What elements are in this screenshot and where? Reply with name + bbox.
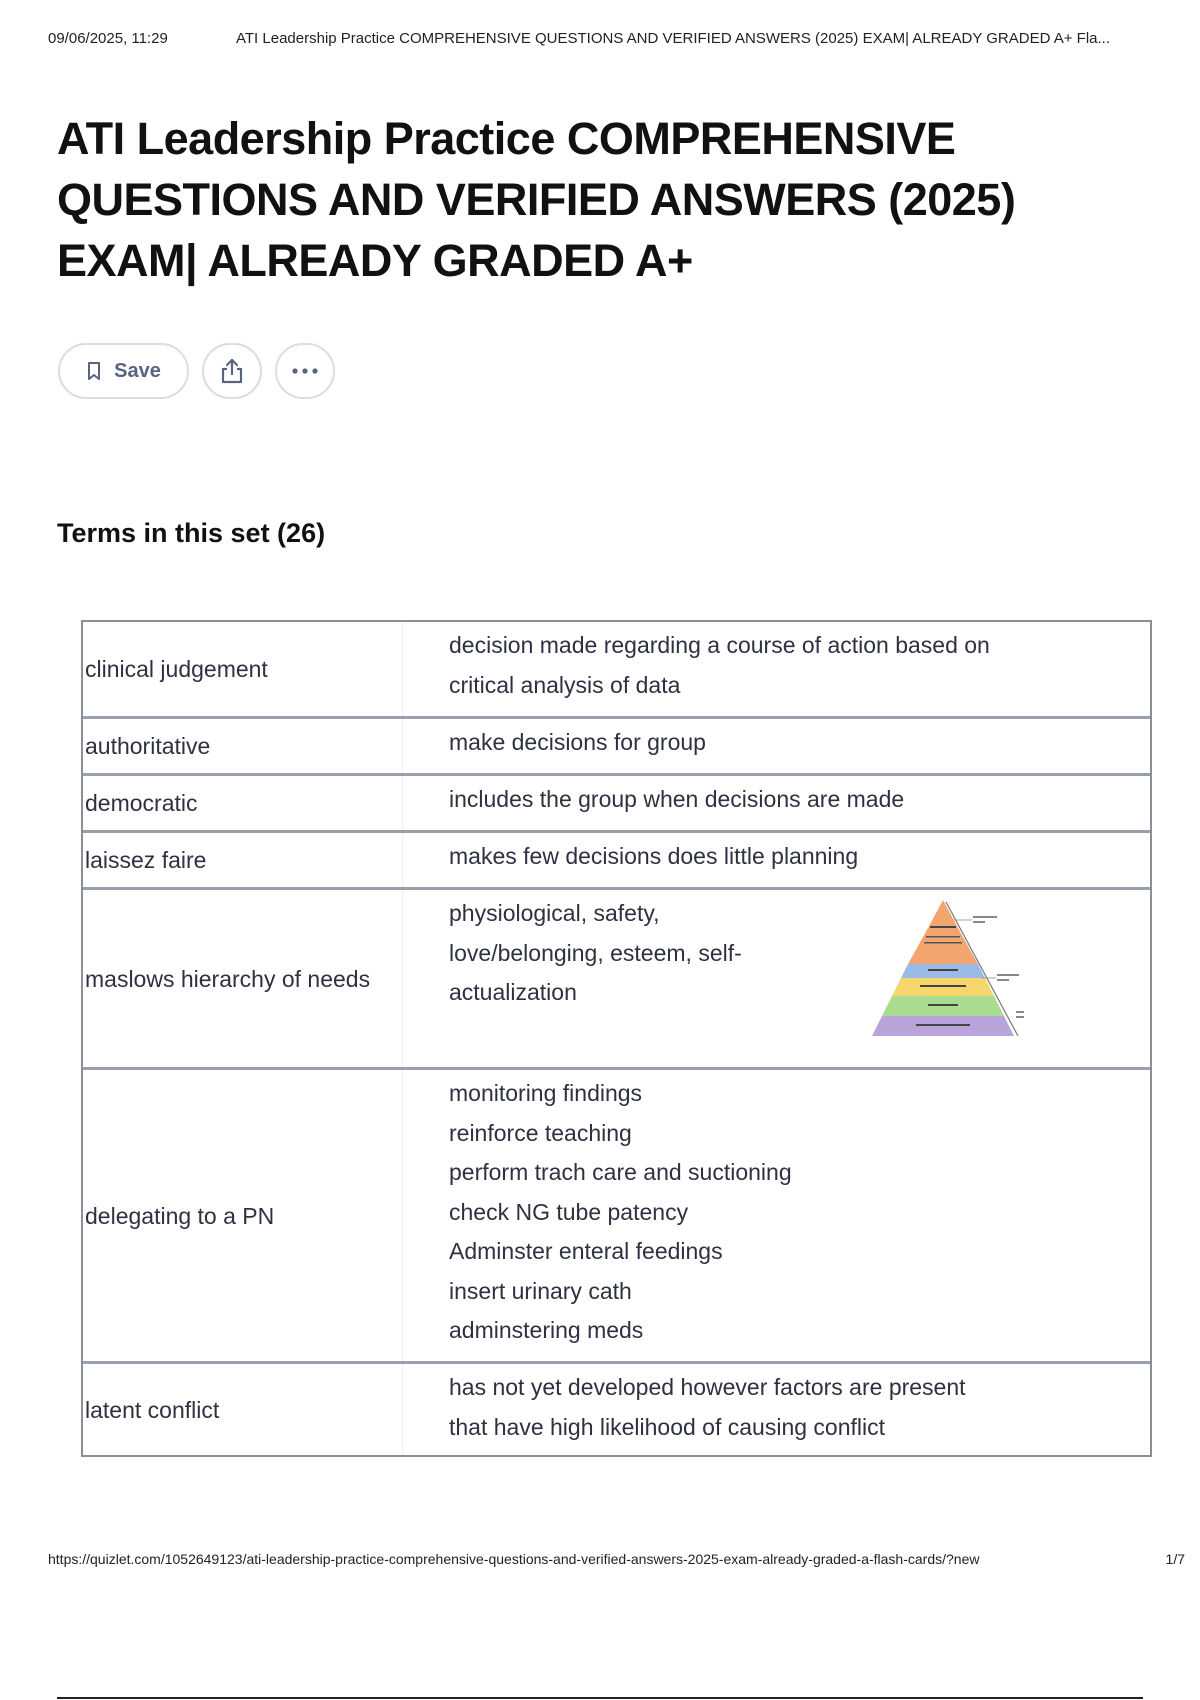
definition-line: adminstering meds xyxy=(449,1317,644,1343)
definition-line: has not yet developed however factors are present xyxy=(449,1374,966,1400)
print-timestamp: 09/06/2025, 11:29 xyxy=(48,30,168,47)
term-row[interactable] xyxy=(83,622,1150,716)
definition xyxy=(403,776,1150,830)
term: latent conflict xyxy=(83,1364,403,1455)
term: clinical judgement xyxy=(83,622,403,716)
definition-line: physiological, safety, xyxy=(449,900,660,926)
term: maslows hierarchy of needs xyxy=(83,890,403,1067)
definition-line: critical analysis of data xyxy=(449,671,681,698)
page-title xyxy=(57,108,1137,291)
more-options-button[interactable] xyxy=(275,343,335,399)
maslow-pyramid-image xyxy=(858,896,1048,1046)
definition-line: includes the group when decisions are made xyxy=(449,786,905,812)
footer-url: https://quizlet.com/1052649123/ati-leadership-practice-comprehensive-questions-and-verified-answers-2025-exam-already-graded-a-flash-cards/?new xyxy=(48,1551,980,1567)
definition xyxy=(403,1364,1150,1455)
terms-table xyxy=(81,620,1152,1457)
more-icon xyxy=(291,367,319,375)
term: authoritative xyxy=(83,719,403,773)
term-row[interactable] xyxy=(83,1067,1150,1361)
definition xyxy=(403,622,1150,716)
definition-line: decision made regarding a course of action based on xyxy=(449,632,990,658)
divider xyxy=(57,1697,1143,1699)
pyramid-tier xyxy=(928,900,958,928)
definition-line: reinforce teaching xyxy=(449,1119,632,1146)
term-row[interactable] xyxy=(83,716,1150,773)
page-title-line: ATI Leadership Practice COMPREHENSIVE xyxy=(57,113,956,164)
terms-count-heading: Terms in this set (26) xyxy=(57,518,326,548)
term-row[interactable] xyxy=(83,830,1150,887)
definition-line: Adminster enteral feedings xyxy=(449,1238,723,1264)
term: delegating to a PN xyxy=(83,1070,403,1361)
pyramid-tier xyxy=(908,928,978,964)
definition-line: perform trach care and suctioning xyxy=(449,1159,792,1185)
page-title-line: QUESTIONS AND VERIFIED ANSWERS (2025) xyxy=(57,174,1016,225)
definition-line: love/belonging, esteem, self- xyxy=(449,939,742,966)
definition-line: insert urinary cath xyxy=(449,1277,632,1304)
save-button[interactable] xyxy=(58,343,189,399)
share-icon xyxy=(219,357,245,385)
definition-line: makes few decisions does little planning xyxy=(449,843,859,869)
print-document-title: ATI Leadership Practice COMPREHENSIVE QUESTIONS AND VERIFIED ANSWERS (2025) EXAM| ALREADY GRADED A+ Fla... xyxy=(236,30,1111,47)
action-bar xyxy=(58,343,335,399)
page-title-line: EXAM| ALREADY GRADED A+ xyxy=(57,235,693,286)
print-header xyxy=(48,30,1186,47)
definition xyxy=(403,890,1150,1067)
definition xyxy=(403,833,1150,887)
definition-line: check NG tube patency xyxy=(449,1198,689,1225)
definition-line: monitoring findings xyxy=(449,1080,643,1106)
term: laissez faire xyxy=(83,833,403,887)
share-button[interactable] xyxy=(202,343,262,399)
definition-line: make decisions for group xyxy=(449,729,706,755)
definition-line: that have high likelihood of causing conflict xyxy=(449,1413,886,1440)
page-number: 1/7 xyxy=(1165,1551,1185,1567)
bookmark-icon xyxy=(86,361,102,381)
definition xyxy=(403,719,1150,773)
term: democratic xyxy=(83,776,403,830)
term-row[interactable] xyxy=(83,1361,1150,1455)
definition xyxy=(403,1070,1150,1361)
save-button-label: Save xyxy=(114,359,161,382)
term-row[interactable] xyxy=(83,887,1150,1067)
term-row[interactable] xyxy=(83,773,1150,830)
definition-line: actualization xyxy=(449,979,577,1005)
